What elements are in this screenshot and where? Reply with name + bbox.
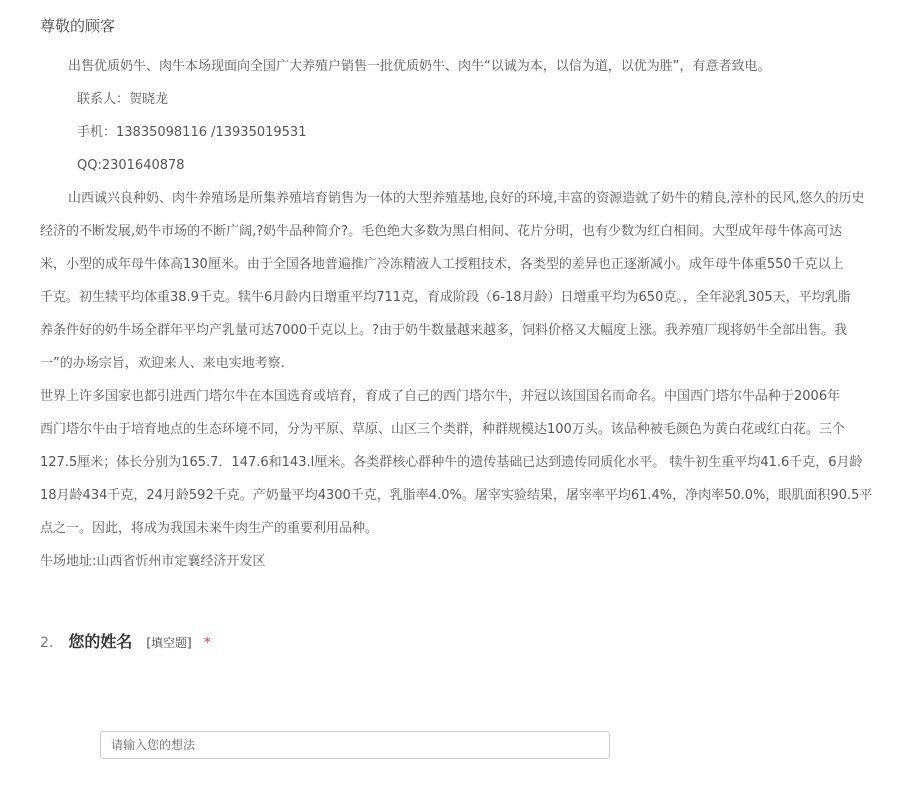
description-line: 山西诚兴良种奶、肉牛养殖场是所集养殖培育销售为一体的大型养殖基地,良好的环境,丰富的资源造就了奶牛的精良,淳朴的民风,悠久的历史 [68, 191, 865, 206]
question-number: 2. [40, 635, 54, 651]
question-header [40, 629, 211, 653]
farm-address: 牛场地址:山西省忻州市定襄经济开发区 [40, 554, 266, 569]
greeting-heading: 尊敬的顾客 [40, 17, 116, 35]
required-marker: * [203, 635, 211, 651]
name-answer-input[interactable] [100, 731, 610, 759]
question-type-tag: [填空题] [146, 636, 192, 650]
question-title: 您的姓名 [68, 632, 133, 651]
description-line: 千克。初生犊平均体重38.9千克。犊牛6月龄内日增重平均711克，育成阶段（6-18月龄）日增重平均为650克。，全年泌乳305天，平均乳脂 [40, 290, 851, 305]
description-line: 养条件好的奶牛场全群年平均产乳量可达7000千克以上。?由于奶牛数量越来越多，饲料价格又大幅度上涨。我养殖厂现将奶牛全部出售。我 [40, 323, 847, 338]
description-line: 127.5厘米；体长分别为165.7．147.6和143.l厘米。各类群核心群种牛的遗传基础已达到遗传同质化水平。 犊牛初生重平均41.6千克，6月龄 [40, 455, 863, 470]
description-line: 西门塔尔牛由于培育地点的生态环境不同，分为平原、草原、山区三个类群，种群规模达100万头。该品种被毛颜色为黄白花或红白花。三个 [40, 422, 845, 437]
contact-qq: QQ:2301640878 [77, 158, 185, 173]
description-line: 世界上许多国家也都引进西门塔尔牛在本国选育或培育，育成了自己的西门塔尔牛，并冠以该国国名而命名。中国西门塔尔牛品种于2006年 [40, 389, 841, 404]
contact-person: 联系人：贺晓龙 [77, 92, 169, 107]
description-line: 点之一。因此，将成为我国未来牛肉生产的重要利用品种。 [40, 521, 379, 536]
contact-phone: 手机：13835098116 /13935019531 [77, 125, 307, 140]
description-line: 米，小型的成年母牛体高130厘米。由于全国各地普遍推广冷冻精液人工授粗技术，各类型的差异也正逐渐减小。成年母牛体重550千克以上 [40, 257, 844, 272]
description-line: 18月龄434千克，24月龄592千克。产奶量平均4300千克，乳脂率4.0%。屠宰实验结果，屠宰率平均61.4%，净肉率50.0%，眼肌面积90.5平 [40, 488, 873, 503]
description-line: 一”的办场宗旨，欢迎来人、来电实地考察. [40, 356, 285, 371]
intro-text: 出售优质奶牛、肉牛本场现面向全国广大养殖户销售一批优质奶牛、肉牛“以诚为本，以信为道，以优为胜”，有意者致电。 [68, 59, 771, 74]
description-line: 经济的不断发展,奶牛市场的不断广阔,?奶牛品种简介?。毛色绝大多数为黑白相间、花片分明，也有少数为红白相间。大型成年母牛体高可达 [40, 224, 843, 239]
